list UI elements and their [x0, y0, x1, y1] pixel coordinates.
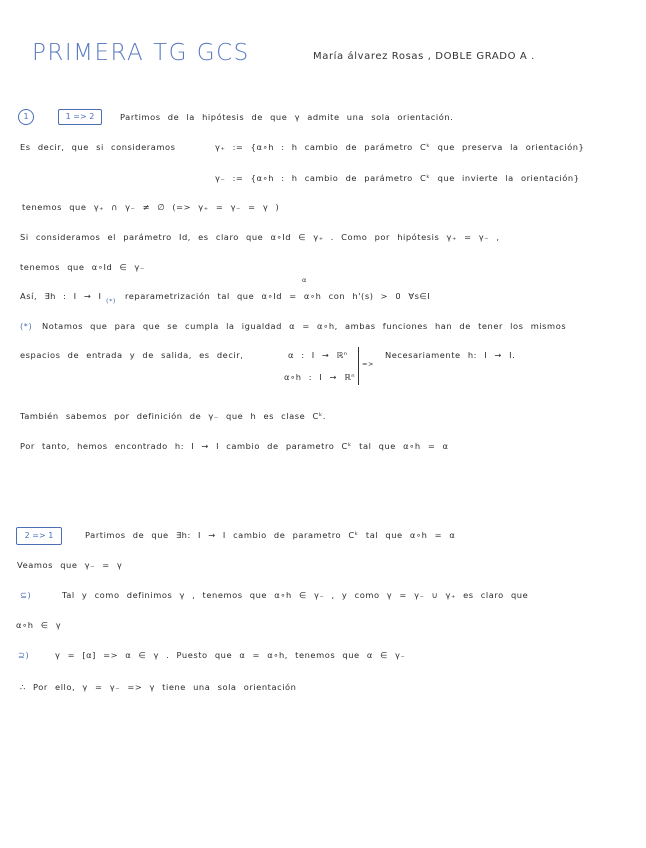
- math-line: γ₋ := {α∘h : h cambio de parámetro Cᵏ que invierte la orientación}: [215, 173, 580, 183]
- text-line: α∘h ∈ γ: [16, 620, 62, 630]
- subset-marker: ⊆): [20, 590, 32, 600]
- implication-badge-2-1: 2 => 1: [16, 527, 62, 545]
- footnote-marker: (*): [20, 321, 33, 331]
- text-line: Partimos de que ∃h: I → I cambio de parametro Cᵏ tal que α∘h = α: [85, 530, 456, 540]
- annotation: α: [302, 276, 307, 284]
- text-line: tenemos que α∘Id ∈ γ₋: [20, 262, 145, 272]
- divider: [358, 347, 359, 385]
- math-line: α∘h : I → ℝⁿ: [284, 372, 356, 382]
- superset-marker: ⊇): [18, 650, 30, 660]
- section-number: 1: [18, 109, 34, 125]
- text-line: Tal y como definimos γ , tenemos que α∘h ∈ γ₋ , y como γ = γ₋ ∪ γ₊ es claro que: [62, 590, 529, 600]
- text-line: También sabemos por definición de γ₋ que h es clase Cᵏ.: [20, 411, 327, 421]
- math-line: α : I → ℝⁿ: [288, 350, 348, 360]
- text-line: Por tanto, hemos encontrado h: I → I cambio de parametro Cᵏ tal que α∘h = α: [20, 441, 449, 451]
- text-line: tenemos que γ₊ ∩ γ₋ ≠ ∅ (=> γ₊ = γ₋ = γ ): [22, 202, 280, 212]
- author-line: María álvarez Rosas , DOBLE GRADO A .: [313, 51, 535, 62]
- text-line: γ = [α] => α ∈ γ . Puesto que α = α∘h, tenemos que α ∈ γ₋: [55, 650, 406, 660]
- math-line: γ₊ := {α∘h : h cambio de parámetro Cᵏ que preserva la orientación}: [215, 142, 585, 152]
- text-line: Necesariamente h: I → I.: [385, 350, 516, 360]
- implies-symbol: =>: [362, 360, 374, 368]
- footnote-marker: (*): [106, 297, 116, 305]
- page-title: PRIMERA TG GCS: [32, 40, 250, 66]
- text-line: reparametrización tal que α∘Id = α∘h con h'(s) > 0 ∀s∈I: [125, 291, 431, 301]
- conclusion-line: ∴ Por ello, γ = γ₋ => γ tiene una sola orientación: [20, 682, 297, 692]
- text-line: espacios de entrada y de salida, es decir,: [20, 350, 244, 360]
- text-line: Partimos de la hipótesis de que γ admite una sola orientación.: [120, 112, 454, 122]
- text-line: Notamos que para que se cumpla la igualdad α = α∘h, ambas funciones han de tener los mismos: [42, 321, 567, 331]
- text-line: Si consideramos el parámetro Id, es claro que α∘Id ∈ γ₊ . Como por hipótesis γ₊ = γ₋ ,: [20, 232, 500, 242]
- implication-badge-1-2: 1 => 2: [58, 109, 102, 125]
- text-line: Es decir, que si consideramos: [20, 142, 176, 152]
- text-line: Veamos que γ₋ = γ: [17, 560, 123, 570]
- text-line: Así, ∃h : I → I: [20, 291, 102, 301]
